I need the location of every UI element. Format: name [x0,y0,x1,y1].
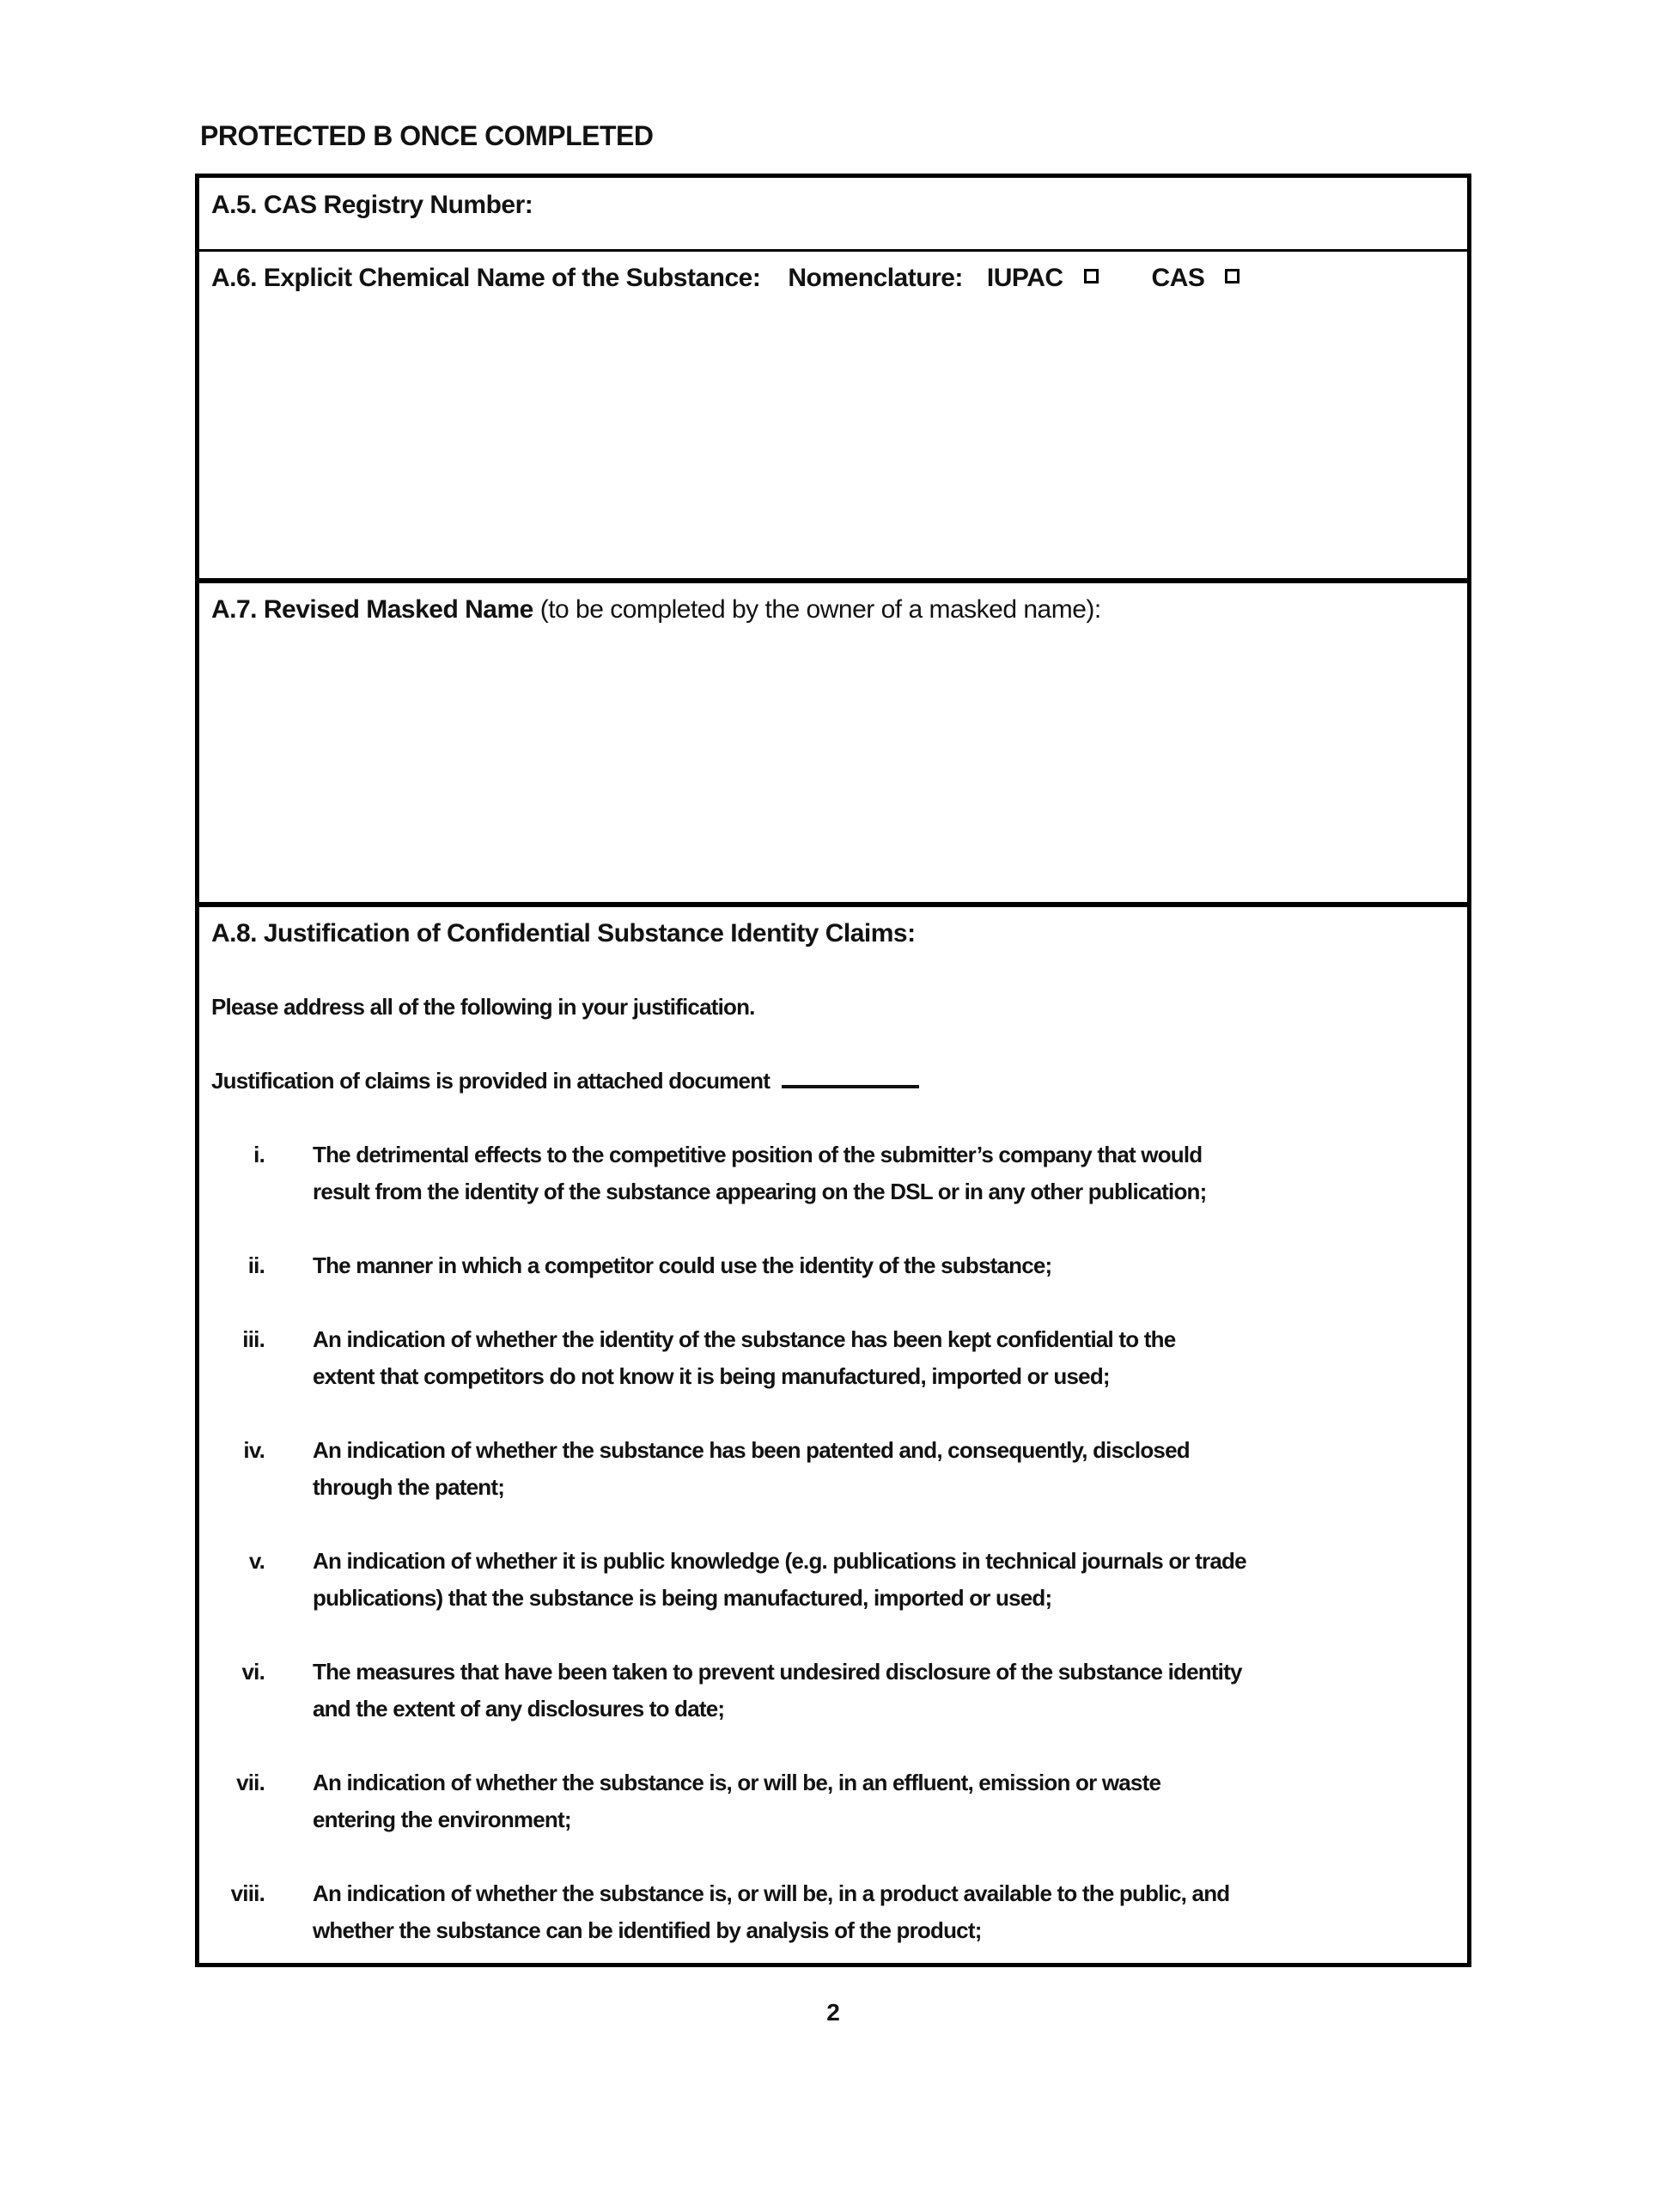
iupac-label: IUPAC [986,264,1063,292]
section-a5-title: A.5. CAS Registry Number: [211,191,533,219]
form-table [195,174,1471,1967]
a8-attachment-text: Justification of claims is provided in attached document [211,1068,770,1094]
section-a7-title-note: (to be completed by the owner of a masked name): [539,595,1101,624]
section-a8-title: A.8. Justification of Confidential Substance Identity Claims: [211,919,916,948]
attachment-document-blank-field[interactable] [782,1066,919,1088]
list-item-ii [211,1247,1459,1284]
list-numeral: vi. [241,1659,265,1685]
claims-list [211,1136,1459,1949]
section-a6 [199,249,1467,578]
list-item-line: An indication of whether the substance is, or will be, in an effluent, emission or waste [313,1770,1161,1795]
page-number: 2 [826,1999,840,2026]
list-item-line: result from the identity of the substance appearing on the DSL or in any other publication; [313,1179,1207,1204]
list-item-line: whether the substance can be identified by analysis of the product; [313,1917,982,1943]
section-a8 [199,902,1467,1963]
list-item-text [313,1654,1242,1728]
list-item-text [313,1321,1175,1395]
list-item-line: An indication of whether it is public knowledge (e.g. publications in technical journals or trade [313,1548,1246,1574]
section-a7 [199,578,1467,902]
list-item-text [313,1432,1190,1506]
iupac-checkbox[interactable] [1084,269,1099,283]
list-item-line: entering the environment; [313,1807,571,1832]
list-item-text [313,1136,1207,1210]
list-numeral: ii. [247,1252,265,1278]
list-item-line: The detrimental effects to the competitive position of the submitter’s company that would [313,1142,1203,1167]
list-numeral: viii. [230,1880,265,1906]
list-numeral: i. [253,1142,265,1167]
list-numeral: vii. [236,1770,265,1795]
section-a7-title-bold: A.7. Revised Masked Name [211,595,533,624]
list-item-line: An indication of whether the substance is, or will be, in a product available to the public, and [313,1880,1230,1906]
section-a6-title: A.6. Explicit Chemical Name of the Substance: [211,264,761,292]
list-item-line: publications) that the substance is being manufactured, imported or used; [313,1585,1052,1611]
list-item-text [313,1247,1051,1284]
list-item-line: An indication of whether the substance has been patented and, consequently, disclosed [313,1437,1190,1463]
list-item-viii [211,1875,1459,1949]
list-numeral: iii. [242,1326,265,1352]
a6-input-area[interactable] [204,303,1463,576]
list-item-line: extent that competitors do not know it is being manufactured, imported or used; [313,1363,1110,1389]
list-item-line: The measures that have been taken to prevent undesired disclosure of the substance identity [313,1659,1242,1685]
list-item-iii [211,1321,1459,1395]
list-item-line: through the patent; [313,1474,505,1500]
a8-intro-text: Please address all of the following in your justification. [211,994,755,1020]
a7-input-area[interactable] [204,635,1463,900]
list-item-text [313,1875,1229,1949]
section-a6-title-row [211,259,1455,296]
classification-banner: PROTECTED B ONCE COMPLETED [200,120,654,151]
list-numeral: iv. [243,1437,265,1463]
list-item-line: and the extent of any disclosures to date; [313,1696,725,1721]
list-item-v [211,1543,1459,1617]
list-item-vii [211,1764,1459,1838]
list-item-text [313,1543,1246,1617]
a8-attachment-row [211,1063,1459,1100]
list-item-line: An indication of whether the identity of the substance has been kept confidential to the [313,1326,1176,1352]
list-item-vi [211,1654,1459,1728]
list-item-line: The manner in which a competitor could use the identity of the substance; [313,1252,1052,1278]
section-a5 [199,178,1467,249]
list-item-text [313,1764,1160,1838]
list-item-i [211,1136,1459,1210]
a5-input-area[interactable] [204,226,1463,247]
list-item-iv [211,1432,1459,1506]
cas-checkbox[interactable] [1225,269,1240,283]
cas-label: CAS [1151,264,1205,292]
section-a7-title [211,591,1455,628]
list-numeral: v. [248,1548,265,1574]
nomenclature-label: Nomenclature: [788,264,963,292]
